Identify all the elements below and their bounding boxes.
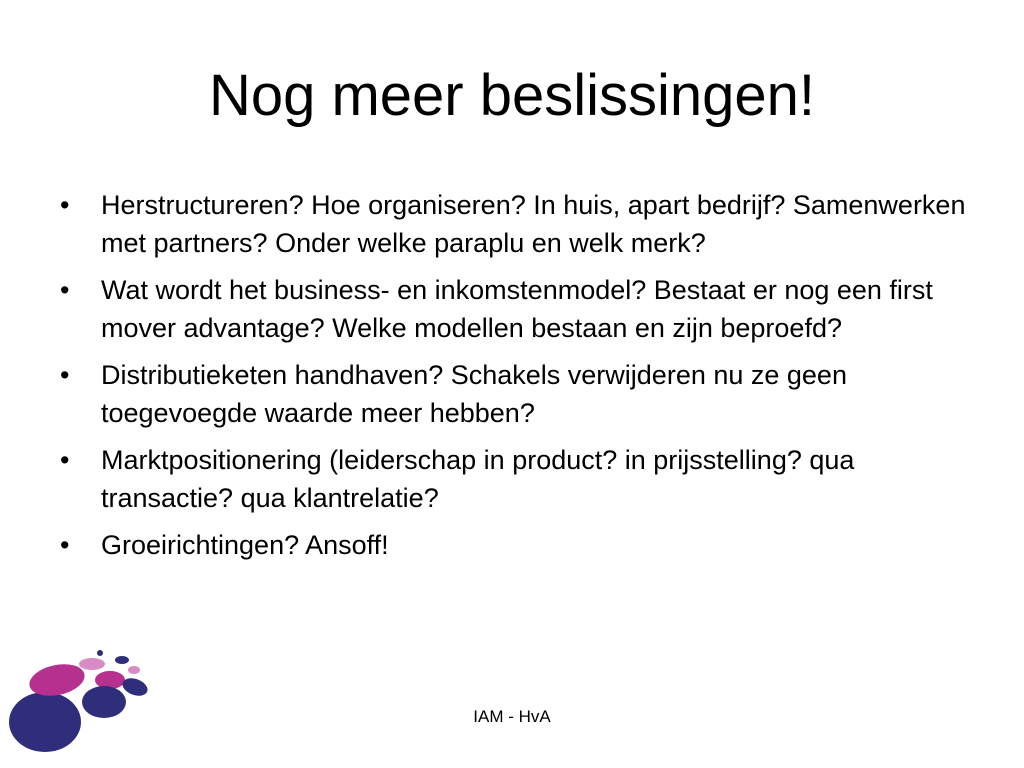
logo-bubble-pink-small [128, 666, 140, 674]
bullet-item [60, 186, 970, 262]
bullet-marker: • [60, 445, 70, 475]
slide-footer: IAM - HvA [473, 707, 551, 726]
slide-title: Nog meer beslissingen! [208, 63, 816, 128]
bullet-marker: • [60, 530, 70, 560]
bullet-marker: • [60, 360, 70, 390]
bullet-text: Marktpositionering (leiderschap in product? in prijsstelling? qua transactie? qua klantrelatie? [101, 445, 855, 513]
bullet-item [60, 526, 970, 564]
logo-bubble-pink [79, 658, 105, 670]
logo-bubble-navy-tiny [97, 650, 103, 656]
bullet-text: Wat wordt het business- en inkomstenmodel? Bestaat er nog een first mover advantage? Welke modellen bestaan en zijn beproefd? [101, 275, 933, 343]
bullet-marker: • [60, 275, 70, 305]
bullet-text: Distributieketen handhaven? Schakels verwijderen nu ze geen toegevoegde waarde meer hebben? [101, 360, 847, 428]
logo-bubble-navy-small [115, 656, 129, 664]
bullet-item [60, 441, 970, 517]
bullet-text: Herstructureren? Hoe organiseren? In huis, apart bedrijf? Samenwerken met partners? Onder welke paraplu en welk merk? [101, 190, 966, 258]
bullet-marker: • [60, 190, 70, 220]
bullet-text: Groeirichtingen? Ansoff! [101, 530, 389, 560]
logo-bubble-magenta-right [95, 671, 125, 689]
bullet-item [60, 271, 970, 347]
bullet-list [60, 186, 970, 573]
bullet-item [60, 356, 970, 432]
bubbles-logo-icon [0, 640, 170, 768]
